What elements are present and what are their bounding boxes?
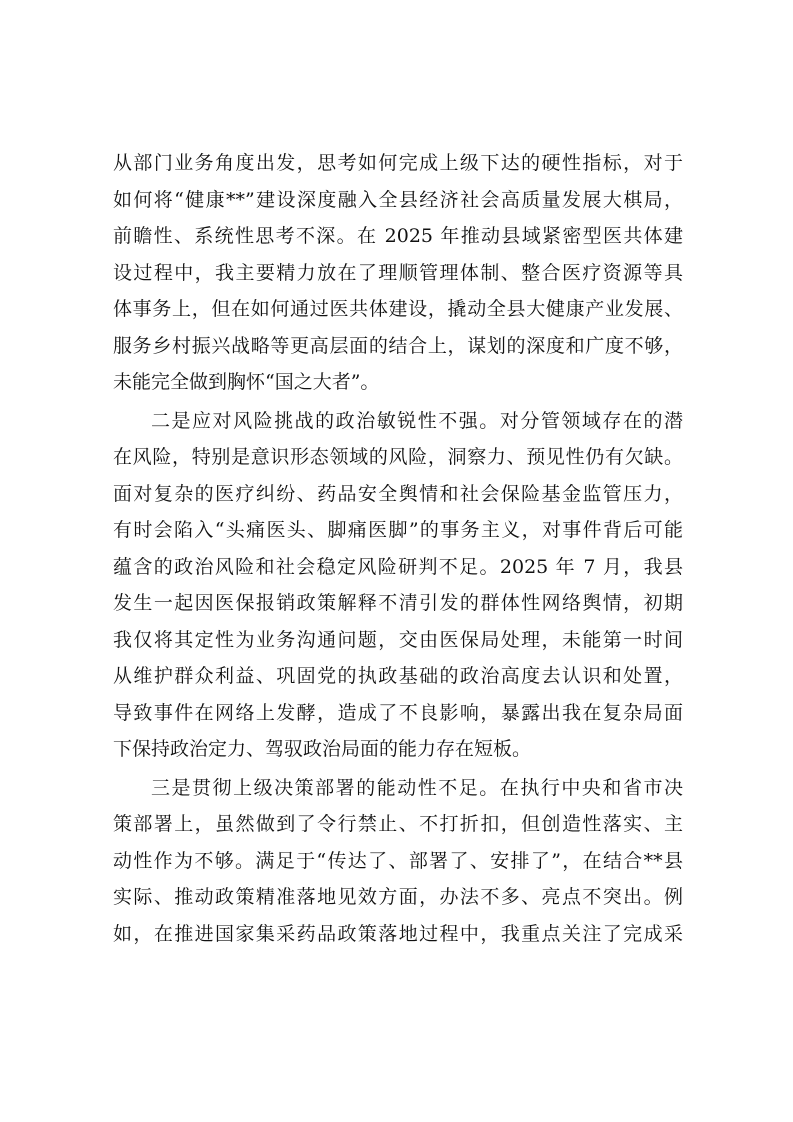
- text-line: 未能完全做到胸怀“国之大者”。: [113, 371, 380, 393]
- text-line: 二是应对风险挑战的政治敏锐性不强。对分管领域存在的潜: [151, 409, 683, 432]
- text-line: 体事务上，但在如何通过医共体建设，撬动全县大健康产业发展、: [113, 298, 683, 320]
- text-line: 策部署上，虽然做到了令行禁止、不打折扣，但创造性落实、主: [113, 813, 683, 835]
- text-line: 从维护群众利益、巩固党的执政基础的政治高度去认识和处置，: [113, 665, 683, 687]
- paragraph-2: [113, 403, 683, 768]
- text-line: 三是贯彻上级决策部署的能动性不足。在执行中央和省市决: [151, 776, 683, 799]
- text-line: 如，在推进国家集采药品政策落地过程中，我重点关注了完成采: [113, 922, 683, 945]
- text-line: 实际、推动政策精准落地见效方面，办法不多、亮点不突出。例: [113, 886, 683, 908]
- text-line: 蕴含的政治风险和社会稳定风险研判不足。2025 年 7 月，我县: [113, 555, 683, 578]
- paragraph-1: [113, 145, 683, 401]
- text-line: 前瞻性、系统性思考不深。在 2025 年推动县域紧密型医共体建: [113, 225, 683, 247]
- text-line: 从部门业务角度出发，思考如何完成上级下达的硬性指标，对于: [113, 152, 683, 174]
- text-line: 导致事件在网络上发酵，造成了不良影响，暴露出我在复杂局面: [113, 701, 683, 724]
- text-line: 发生一起因医保报销政策解释不清引发的群体性网络舆情，初期: [113, 592, 683, 614]
- text-line: 下保持政治定力、驾驭政治局面的能力存在短板。: [113, 738, 532, 760]
- text-line: 面对复杂的医疗纠纷、药品安全舆情和社会保险基金监管压力，: [113, 482, 683, 505]
- text-line: 服务乡村振兴战略等更高层面的结合上，谋划的深度和广度不够，: [113, 334, 683, 357]
- text-line: 有时会陷入“头痛医头、脚痛医脚”的事务主义，对事件背后可能: [113, 519, 683, 541]
- paragraph-3: [113, 770, 683, 953]
- text-line: 在风险，特别是意识形态领域的风险，洞察力、预见性仍有欠缺。: [113, 446, 683, 468]
- text-line: 如何将“健康**”建设深度融入全县经济社会高质量发展大棋局，: [113, 188, 683, 211]
- document-body: [113, 145, 683, 952]
- text-line: 我仅将其定性为业务沟通问题，交由医保局处理，未能第一时间: [113, 628, 683, 651]
- text-line: 设过程中，我主要精力放在了理顺管理体制、整合医疗资源等具: [113, 261, 683, 284]
- text-line: 动性作为不够。满足于“传达了、部署了、安排了”，在结合**县: [113, 849, 683, 872]
